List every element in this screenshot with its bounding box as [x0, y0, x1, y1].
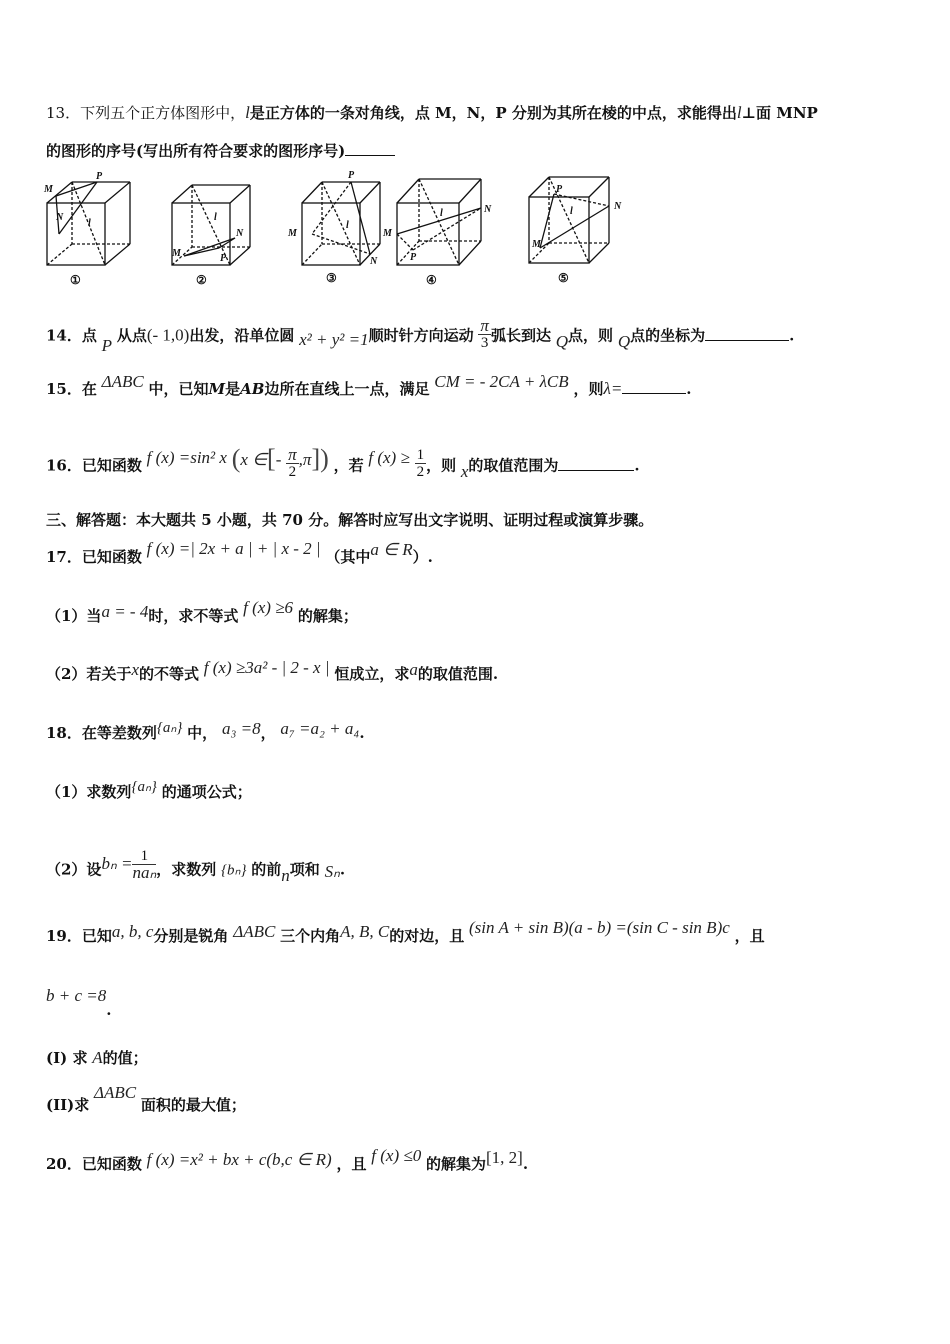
q17-p1-b: 时，求不等式: [148, 607, 239, 625]
q14-fraction: [478, 318, 491, 351]
q16-line: [46, 443, 640, 483]
fig3-label-l: l: [346, 220, 349, 231]
fig4-label-l: l: [440, 208, 443, 219]
q20-text-a: 20．已知函数: [46, 1155, 142, 1173]
q16-text-a: 16．已知函数: [46, 456, 142, 475]
q17-p2-c: 恒成立，求: [334, 665, 410, 683]
fig4-label-p: P: [410, 252, 417, 263]
q16-domain-a: x ∈: [240, 449, 268, 469]
q18-part2: [46, 848, 346, 887]
q15-equation: CM = - 2CA + λCB: [434, 372, 569, 391]
fig4-number: ④: [426, 273, 437, 287]
fig1-label-n: N: [56, 212, 64, 223]
q17-p1-cond: a = - 4: [101, 602, 149, 621]
q18-p2-sn: Sₙ: [324, 861, 340, 881]
q16-half-num: 1: [416, 447, 425, 463]
q18-cond2: a₇ =a₂ + a₄: [280, 719, 360, 738]
q18-p2-bn: bₙ =: [101, 853, 133, 873]
q15-text-c: 是: [225, 380, 241, 398]
fig5-label-n: N: [614, 201, 622, 212]
fig5-label-m: M: [532, 239, 541, 250]
q16-text-c: ，则: [426, 456, 457, 475]
q14-line: [46, 316, 795, 355]
q19-p2-c: 面积的最大值；: [140, 1096, 246, 1114]
fig1-number: ①: [70, 273, 81, 287]
cube-figure-3: [302, 182, 380, 265]
q13-line2: [46, 141, 395, 161]
q20-inequality: f (x) ≤0: [371, 1146, 422, 1165]
q14-answer-blank: [705, 326, 789, 341]
q16-end: .: [634, 456, 640, 475]
q15-ab: AB: [240, 380, 265, 398]
q13-text-line2: 的图形的序号(写出所有符合要求的图形序号): [46, 142, 346, 160]
q13-figures: [42, 168, 642, 290]
fig3-number: ③: [326, 271, 337, 285]
q14-text-a: 14．点: [46, 326, 97, 345]
q20-set: [1, 2]: [486, 1148, 523, 1167]
q14-text-g: 点的坐标为: [630, 326, 706, 345]
q16-frac-half: [415, 447, 427, 480]
q16-text-b: ，若: [333, 456, 364, 475]
fig2-label-p: P: [220, 253, 227, 264]
q13-answer-blank: [345, 141, 395, 156]
q18-text-b: 中，: [187, 724, 218, 742]
q17-text-a: 17．已知函数: [46, 548, 142, 566]
q18-p1-a: （1）求数列: [46, 783, 132, 801]
q17-p2-d: 的取值范围.: [417, 665, 499, 683]
q20-line: [46, 1146, 529, 1174]
q19-triangle: ΔABC: [233, 922, 276, 941]
q14-frac-den: 3: [480, 335, 489, 351]
q16-bracket-left: [: [267, 443, 276, 473]
q15-line: [46, 372, 692, 399]
fig2-label-l: l: [214, 212, 217, 223]
q16-inequality: f (x) ≥: [368, 447, 410, 467]
q17-text-c: ）.: [412, 548, 433, 566]
q15-text-d: 边所在直线上一点，满足: [264, 380, 430, 398]
q18-p2-c: 的前: [251, 860, 282, 879]
q16-x: x: [460, 461, 469, 481]
q18-p2-a: （2）设: [46, 860, 102, 879]
q15-lambda: λ=: [603, 379, 623, 398]
q19-text-b: 分别是锐角: [153, 927, 229, 945]
cube-figure-2: [172, 185, 250, 265]
q15-text-e: ，则: [573, 380, 604, 398]
q16-frac-pi2: [286, 447, 299, 480]
fig3-label-m: M: [288, 228, 297, 239]
q18-cond1: a₃ =8: [221, 719, 261, 738]
q14-end: .: [789, 326, 795, 345]
q17-p2-x: x: [131, 660, 139, 679]
q17-p1-ineq: f (x) ≥6: [243, 598, 294, 617]
q18-end: .: [359, 724, 365, 742]
q19-condition-line: [46, 986, 112, 1019]
q17-part2: [46, 658, 499, 684]
q15-text-a: 15．在: [46, 380, 97, 398]
q18-seq: {aₙ}: [156, 720, 183, 736]
q20-text-b: ，且: [336, 1155, 367, 1173]
q16-bracket-right: ]): [311, 443, 329, 473]
q13-text-a: 13．下列五个正方体图形中，: [46, 104, 246, 122]
q19-text-d: 的对边，且: [389, 927, 465, 945]
q19-end: .: [106, 1001, 112, 1019]
q19-p1-a: (I): [46, 1049, 68, 1067]
fig2-label-n: N: [236, 228, 244, 239]
fig1-label-m: M: [44, 184, 53, 195]
q16-frac-num: π: [288, 445, 297, 464]
cube-figure-5: [529, 177, 609, 263]
q13-l: l: [245, 103, 250, 122]
q19-part1: [46, 1048, 148, 1068]
q18-p2-n: n: [281, 865, 290, 885]
q17-p1-a: （1）当: [46, 607, 102, 625]
q18-p2-den: naₙ: [132, 863, 157, 882]
q18-p2-d: 项和: [289, 860, 320, 879]
fig5-label-l: l: [570, 206, 573, 217]
q16-half-den: 2: [416, 464, 425, 480]
q14-circle: x² + y² =1: [299, 329, 369, 349]
q19-part2: [46, 1083, 246, 1115]
q16-function: f (x) =sin² x: [146, 447, 227, 467]
q15-m: M: [208, 380, 226, 398]
q14-p: P: [101, 335, 113, 355]
fig1-label-l: l: [88, 218, 91, 229]
q19-p2-b: 求: [74, 1096, 90, 1114]
q14-text-c: 出发，沿单位圆: [189, 326, 295, 345]
q19-p2-triangle: ΔABC: [94, 1083, 137, 1102]
q17-function: f (x) =| 2x + a | + | x - 2 |: [146, 539, 321, 558]
q20-text-c: 的解集为: [426, 1155, 487, 1173]
fig3-label-p: P: [348, 170, 355, 181]
q13-cube-figures-svg: [42, 168, 642, 290]
q17-p2-b: 的不等式: [139, 665, 200, 683]
q13-text-c: ⊥面 MNP: [741, 104, 818, 122]
q19-p1-c: 的值；: [102, 1049, 148, 1067]
q17-line: [46, 539, 433, 567]
q17-part1: [46, 598, 358, 626]
q17-text-b: （其中: [325, 548, 371, 566]
q17-p1-c: 的解集；: [297, 607, 358, 625]
fig4-label-m: M: [383, 228, 392, 239]
q16-answer-blank: [558, 456, 634, 471]
q19-equation: (sin A + sin B)(a - b) =(sin C - sin B)c: [469, 918, 730, 937]
q15-triangle: ΔABC: [101, 372, 144, 391]
q16-frac-den: 2: [288, 464, 297, 480]
q17-condition: a ∈ R: [370, 540, 413, 559]
section-3-heading: 三、解答题：本大题共 5 小题，共 70 分。解答时应写出文字说明、证明过程或演算步骤。: [46, 511, 654, 529]
fig2-number: ②: [196, 273, 207, 287]
q15-text-b: 中，已知: [148, 380, 209, 398]
q13-text-b: 是正方体的一条对角线，点 M，N，P 分别为其所在棱的中点，求能得出: [249, 104, 737, 122]
q15-answer-blank: [622, 379, 686, 394]
q20-end: .: [522, 1155, 529, 1173]
q19-angles: A, B, C: [340, 922, 390, 941]
q17-p2-a: （2）若关于: [46, 665, 132, 683]
q19-condition: b + c =8: [46, 986, 107, 1005]
q19-text-a: 19．已知: [46, 927, 112, 945]
q14-point: (- 1,0): [146, 325, 190, 345]
q15-end: .: [686, 380, 692, 398]
q17-p2-a2: a: [409, 660, 418, 679]
fig1-label-p: P: [96, 171, 103, 182]
q16-domain-b: ,π: [298, 449, 312, 469]
fig3-label-n: N: [370, 256, 378, 267]
q18-p1-seq: {aₙ}: [131, 779, 157, 795]
q20-function: f (x) =x² + bx + c(b,c ∈ R): [146, 1150, 332, 1169]
q14-q: Q: [555, 331, 569, 351]
q16-domain-neg: -: [275, 449, 282, 469]
q18-p2-fraction: [132, 848, 156, 881]
q14-text-f: 点，则: [568, 326, 614, 345]
fig2-label-m: M: [172, 248, 181, 259]
q19-text-c: 三个内角: [280, 927, 341, 945]
q18-p2-b: ，求数列: [156, 860, 217, 879]
q19-p2-a: (II): [46, 1096, 75, 1114]
q19-text-e: ，且: [734, 927, 765, 945]
q18-p2-end: .: [339, 860, 346, 879]
q18-p2-seq: {bₙ}: [221, 862, 247, 879]
q14-q2: Q: [617, 331, 631, 351]
q18-line: [46, 719, 365, 744]
q14-frac-num: π: [480, 316, 489, 335]
q13-l2: l: [736, 103, 742, 122]
q18-part1: [46, 779, 252, 803]
q16-domain: (: [231, 443, 241, 473]
q18-comma: ，: [260, 724, 276, 742]
q14-text-d: 顺时针方向运动: [368, 326, 474, 345]
q18-p2-num: 1: [132, 848, 156, 865]
q14-text-e: 弧长到达: [490, 326, 551, 345]
q18-text-a: 18．在等差数列: [46, 724, 157, 742]
q18-p1-b: 的通项公式；: [161, 783, 252, 801]
q19-p1-A: A: [92, 1048, 103, 1067]
fig4-label-n: N: [484, 204, 492, 215]
q19-p1-b: 求: [67, 1049, 88, 1067]
q16-text-d: 的取值范围为: [468, 456, 559, 475]
fig5-number: ⑤: [558, 271, 569, 285]
q19-abc: a, b, c: [111, 922, 154, 941]
q14-text-b: 从点: [116, 326, 147, 345]
q13-line1: [46, 103, 818, 123]
fig5-label-p: P: [556, 184, 563, 195]
q19-line: [46, 918, 765, 946]
q17-p2-ineq: f (x) ≥3a² - | 2 - x |: [203, 658, 330, 677]
